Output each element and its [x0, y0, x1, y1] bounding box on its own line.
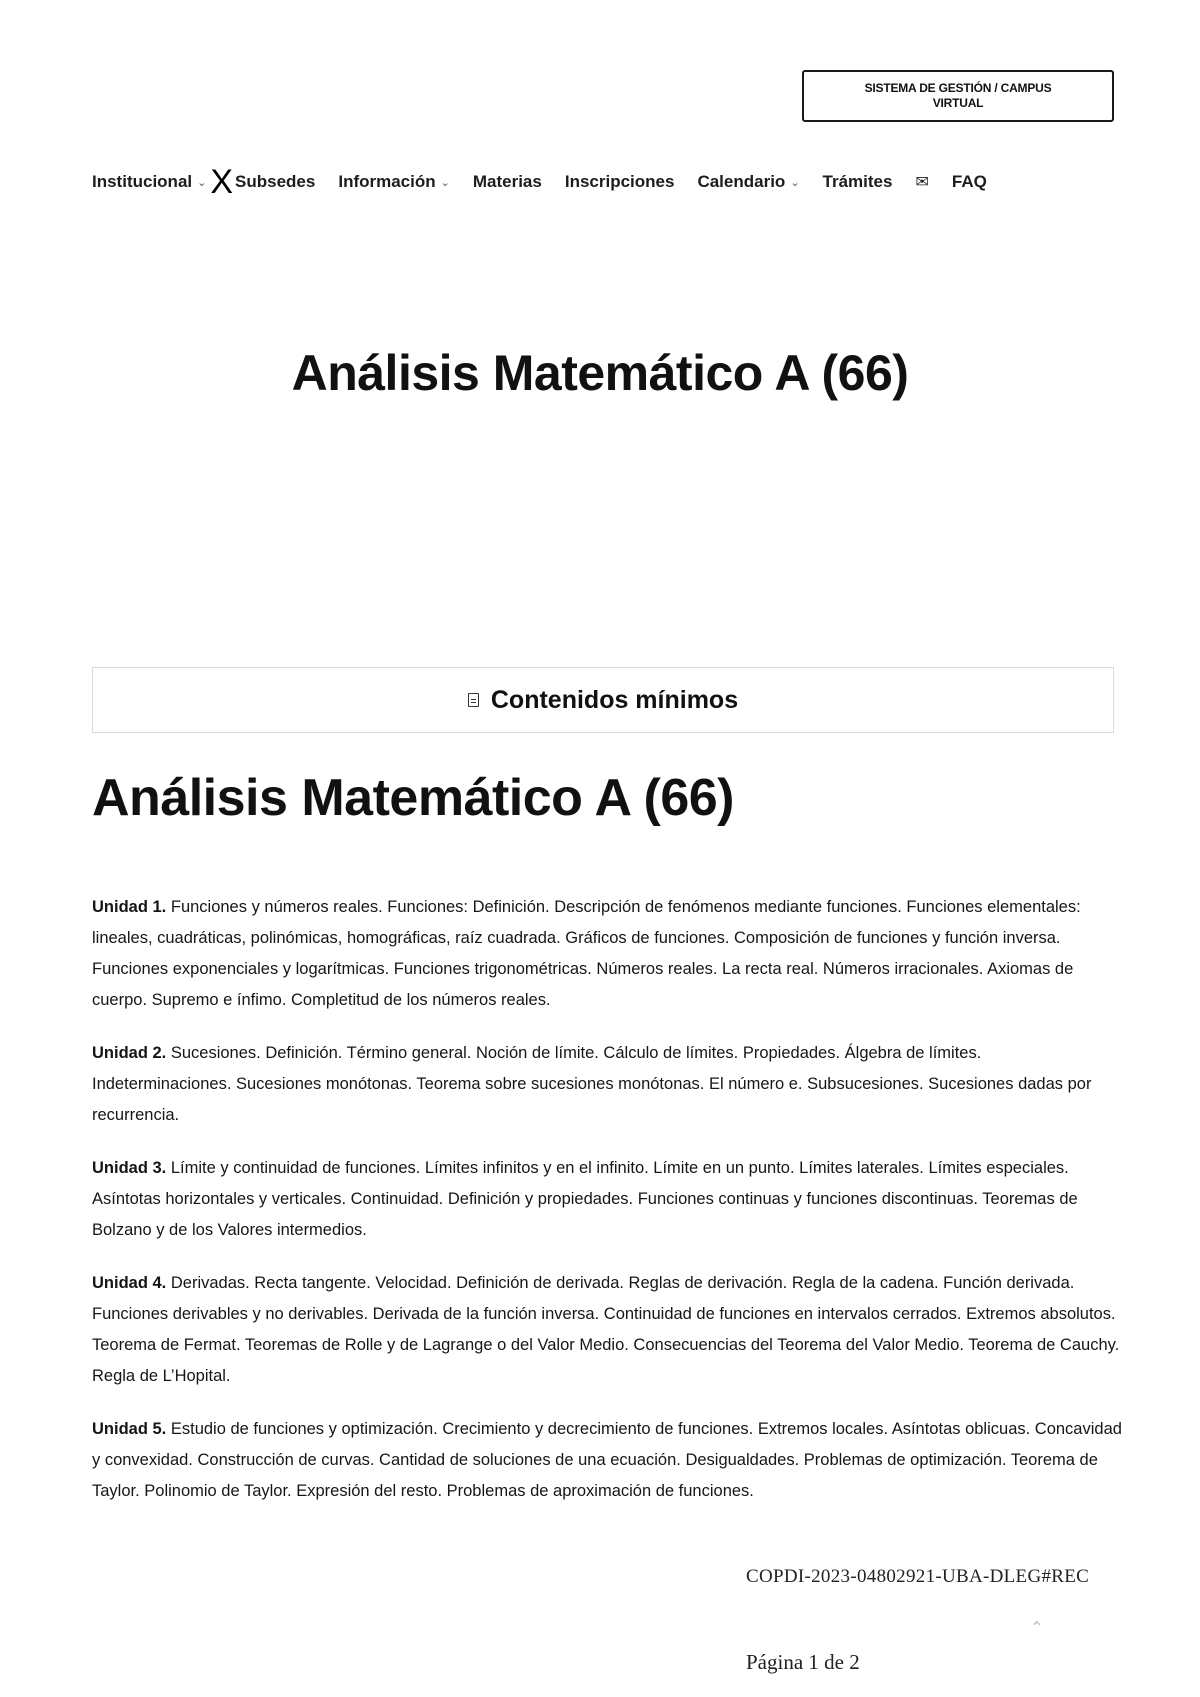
unit-text: Límite y continuidad de funciones. Límites infinitos y en el infinito. Límite en un punto. Límites laterales. Límites especiales. Asíntotas horizontales y verticales. Continuidad. Definición y propiedades. Funciones continuas y funciones discontinuas. Teoremas de Bolzano y de los Valores intermedios.: [92, 1159, 1078, 1239]
nav-label: Subsedes: [235, 172, 316, 191]
main-nav: [92, 163, 987, 201]
document-icon: [468, 693, 479, 707]
unit-text: Estudio de funciones y optimización. Crecimiento y decrecimiento de funciones. Extremos locales. Asíntotas oblicuas. Concavidad y convexidad. Construcción de curvas. Cantidad de soluciones de una ecuación. Desigualdades. Problemas de optimización. Teorema de Taylor. Polinomio de Taylor. Expresión del resto. Problemas de aproximación de funciones.: [92, 1420, 1122, 1500]
page-number: Página 1 de 2: [746, 1650, 860, 1674]
unit-paragraph: [92, 1268, 1122, 1392]
unit-label: Unidad 5.: [92, 1420, 167, 1438]
section-label: Contenidos mínimos: [490, 685, 739, 714]
unit-text: Funciones y números reales. Funciones: Definición. Descripción de fenómenos mediante funciones. Funciones elementales: lineales, cuadráticas, polinómicas, homográficas, raíz cuadrada. Gráficos de funciones. Composición de funciones y función inversa. Funciones exponenciales y logarítmicas. Funciones trigonométricas. Números reales. La recta real. Números irracionales. Axiomas de cuerpo. Supremo e ínfimo. Completitud de los números reales.: [92, 898, 1081, 1009]
document-code: COPDI-2023-04802921-UBA-DLEG#REC: [746, 1566, 1090, 1587]
unit-label: Unidad 2.: [92, 1044, 167, 1062]
unit-paragraph: [92, 1153, 1122, 1246]
contenidos-minimos-tab[interactable]: [92, 667, 1114, 733]
subject-heading: Análisis Matemático A (66): [92, 769, 735, 827]
nav-label: Inscripciones: [564, 172, 675, 191]
nav-label: Información: [338, 172, 436, 191]
chevron-up-icon[interactable]: ⌃: [1030, 1620, 1044, 1637]
chevron-down-icon: ⌄: [790, 176, 800, 189]
units-list: [92, 892, 1122, 1529]
nav-item-materias[interactable]: [473, 172, 542, 192]
nav-label: Calendario: [697, 172, 786, 191]
unit-label: Unidad 4.: [92, 1274, 167, 1292]
nav-label: Trámites: [822, 172, 893, 191]
campus-virtual-button[interactable]: SISTEMA DE GESTIÓN / CAMPUS VIRTUAL: [802, 70, 1114, 122]
nav-label: Institucional: [92, 172, 193, 191]
nav-item-institucional[interactable]: [92, 172, 206, 192]
envelope-icon: ✉: [915, 174, 929, 191]
chevron-down-icon: ⌄: [440, 176, 450, 189]
nav-item-contact[interactable]: [915, 172, 928, 192]
unit-paragraph: [92, 1414, 1122, 1507]
nav-item-subsedes[interactable]: [235, 172, 315, 192]
page-title: Análisis Matemático A (66): [291, 345, 909, 401]
unit-text: Derivadas. Recta tangente. Velocidad. Definición de derivada. Reglas de derivación. Regla de la cadena. Función derivada. Funciones derivables y no derivables. Derivada de la función inversa. Continuidad de funciones en intervalos cerrados. Extremos absolutos. Teorema de Fermat. Teoremas de Rolle y de Lagrange o del Valor Medio. Consecuencias del Teorema del Valor Medio. Teorema de Cauchy. Regla de L’Hopital.: [92, 1274, 1120, 1385]
nav-item-inscripciones[interactable]: [565, 172, 675, 192]
nav-item-calendario[interactable]: [697, 172, 799, 192]
nav-label: Materias: [472, 172, 542, 191]
unit-text: Sucesiones. Definición. Término general. Noción de límite. Cálculo de límites. Propiedades. Álgebra de límites. Indeterminaciones. Sucesiones monótonas. Teorema sobre sucesiones monótonas. El número e. Subsucesiones. Sucesiones dadas por recurrencia.: [92, 1044, 1092, 1124]
unit-paragraph: [92, 892, 1122, 1016]
nav-label: FAQ: [951, 172, 987, 191]
nav-item-faq[interactable]: [952, 172, 987, 192]
unit-paragraph: [92, 1038, 1122, 1131]
unit-label: Unidad 1.: [92, 898, 167, 916]
nav-item-tramites[interactable]: [823, 172, 893, 192]
nav-item-informacion[interactable]: [338, 172, 450, 192]
unit-label: Unidad 3.: [92, 1159, 167, 1177]
chevron-down-icon: ⌄: [197, 176, 207, 189]
close-icon[interactable]: X: [210, 163, 234, 201]
